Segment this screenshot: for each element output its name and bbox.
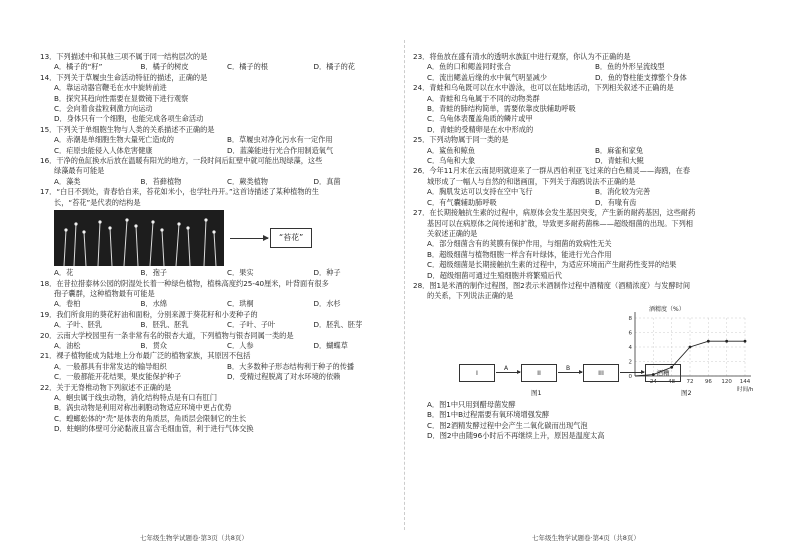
x-tick-label: 120 [721,378,732,385]
option-c[interactable]: C．疟原虫能侵入人体危害健康 [54,145,153,155]
data-point [707,340,710,343]
question-stem: 28．图1是米酒的制作过程图，图2表示米酒制作过程中酒精度（酒精浓度）与发酵时间 [413,280,691,290]
option-a[interactable]: A．部分细菌含有的荚膜有保护作用，与细菌的致病性无关 [427,239,612,249]
option-c[interactable]: C．子叶、子叶 [227,320,276,330]
option-d[interactable]: D．受精过程脱离了对水环境的依赖 [227,372,341,382]
y-tick-label: 4 [628,344,632,351]
question-stem: 24．青蛙和乌龟既可以在水中游泳，也可以在陆地活动，下列相关叙述不正确的是 [413,83,674,93]
data-point [725,340,728,343]
question-stem: 27．在长期接触抗生素的过程中，病原体会发生基因突变，产生新的耐药基因，这些耐药 [413,208,696,218]
option-b[interactable]: B．消化较为完善 [595,187,651,197]
footer-page-4: 七年级生物学试题卷·第4页（共8页） [532,534,640,542]
option-c[interactable]: C．乌龟体表覆盖角质的鳞片或甲 [427,114,533,124]
option-a[interactable]: A．橘子的“籽” [54,62,103,72]
question-17 [40,187,400,278]
option-b[interactable]: B．草履虫对净化污水有一定作用 [227,135,333,145]
y-tick-label: 0 [628,373,632,380]
option-c[interactable]: C．乌龟和大象 [427,156,476,166]
process-step-2: II [521,364,557,382]
question-stem: 19．我们所食用的葵花籽油和面粉，分别来源于葵花籽和小麦种子的 [40,309,258,319]
option-d[interactable]: D．鱼的脊柱能支撑整个身体 [595,72,687,82]
figures [413,304,763,400]
question-14 [40,73,400,125]
photo-label: “苔花” [270,228,312,248]
option-d[interactable]: D．蛀蛔的体壁可分泌黏液且富含毛细血管，利于进行气体交换 [54,424,254,434]
x-axis-label: 时间/h [737,386,754,393]
arrow-label: A [504,365,509,373]
option-d[interactable]: D．青蛙的受精卵是在水中形成的 [427,124,534,134]
question-stem: 16．干净的鱼缸换水后放在温暖有阳光的地方，一段时间后缸壁中就可能出现绿藻，这些 [40,156,323,166]
option-c[interactable]: C．橘子的根 [227,62,268,72]
option-d[interactable]: D．蝴蝶草 [313,340,348,350]
option-d[interactable]: D．图2中由随96小时后不再继续上升，原因是温度太高 [427,430,605,440]
option-c[interactable]: C．果实 [227,268,254,278]
moss-photo-row [54,210,400,266]
question-stem: 20．云南大学校园里有一条非常有名的银杏大道，下列植物与银杏同属一类的是 [40,330,294,340]
data-point [689,345,692,348]
process-arrow [496,365,520,373]
option-d[interactable]: D．身体只有一个细胞，也能完成各项生命活动 [54,114,204,124]
option-a[interactable]: A．青蛙和乌龟属于不同的动物类群 [427,93,540,103]
option-b[interactable]: B．橘子的树皮 [140,62,189,72]
option-d[interactable]: D．真菌 [313,176,341,186]
question-27 [413,208,763,281]
option-d[interactable]: D．橘子的花 [313,62,355,72]
option-d[interactable]: D．水杉 [313,299,341,309]
option-c[interactable]: C．会向着食盐粒刺激方向运动 [54,104,153,114]
question-stem: 13．下列描述中和其他三项不属于同一结构层次的是 [40,52,208,61]
option-b[interactable]: B．贯众 [140,340,167,350]
question-stem: 17．“白日不到处，青春恰自来，苔花如米小，也学牡丹开。”这首诗描述了某种植物的生 [40,187,319,197]
question-18 [40,279,400,310]
y-tick-label: 6 [628,330,632,337]
process-step-4: 酒糟 [645,364,681,382]
process-arrow [558,365,582,373]
option-b[interactable]: B．麻雀和家兔 [595,145,644,155]
question-25 [413,135,763,166]
question-stem: 14．下列关于草履虫生命活动特征的描述，正确的是 [40,72,208,82]
question-stem: 18．在昔拉措泰林公园的阴湿处长着一种绿色植物，植株高度约25-40厘米，叶背面有很多 [40,278,329,288]
question-23 [413,52,763,83]
option-c[interactable]: C．蝗螂蚣体的“壳”是体表的角质层，角质层会限制它的生长 [54,413,247,423]
process-step-3: III [583,364,619,382]
question-19 [40,310,400,331]
option-c[interactable]: C．蕨类植物 [227,176,268,186]
option-b[interactable]: B．胚乳、胚乳 [140,320,189,330]
option-d[interactable]: D．蓝藻能进行光合作用制造氧气 [227,145,334,155]
option-b[interactable]: B．水绵 [140,299,167,309]
option-b[interactable]: B．超级细菌与植物细胞一样含有叶绿体，能进行光合作用 [427,249,612,259]
option-a[interactable]: A．图1中只用到醋母菌发酵 [427,399,516,409]
option-a[interactable]: A．藻类 [54,176,81,186]
option-c[interactable]: C．图2酒精发酵过程中会产生二氧化碳而出现气泡 [427,420,588,430]
pointer-arrow [230,238,268,239]
option-d[interactable]: D．有喙有齿 [595,197,637,207]
option-b[interactable]: B．鱼的外形呈流线型 [595,62,665,72]
option-c[interactable]: C．珙桐 [227,299,254,309]
option-a[interactable]: A．一般都具有非常发达的输导组织 [54,361,167,371]
option-c[interactable]: C．流出鳃盖后缘的水中氧气明显减少 [427,72,548,82]
data-point [652,373,655,376]
question-stem-cont: 孢子囊群，这种植物最有可能是 [54,288,155,298]
question-24 [413,83,763,135]
x-tick-label: 72 [686,378,694,385]
option-c[interactable]: C．超级细菌是长期接触抗生素的过程中，为适应环境而产生耐药性变异的结果 [427,260,677,270]
option-a[interactable]: A．卷柏 [54,299,81,309]
question-stem: 22．关于无脊椎动物下列叙述不正确的是 [40,382,172,392]
option-a[interactable]: A．蛔虫属于线虫动物，消化结构特点是有口有肛门 [54,392,218,402]
option-c[interactable]: C．人参 [227,340,254,350]
option-a[interactable]: A．油松 [54,340,81,350]
option-b[interactable]: B．苔藓植物 [140,176,182,186]
left-column [40,52,400,435]
option-a[interactable]: A．花 [54,268,74,278]
option-a[interactable]: A．胸肌发达可以支持在空中飞行 [427,187,533,197]
option-a[interactable]: A．鲨鱼和鲸鱼 [427,145,476,155]
data-point [744,340,747,343]
process-step-1: I [459,364,495,382]
option-c[interactable]: C．一般都能开花结果，果皮能保护种子 [54,372,182,382]
question-21 [40,351,400,382]
x-tick-label: 24 [649,378,657,385]
option-c[interactable]: C．有气囊辅助肺呼吸 [427,197,497,207]
question-16 [40,156,400,187]
figure-1-caption: 图1 [531,388,542,397]
arrow-label: B [566,365,571,373]
figure-2-caption: 图2 [681,388,692,397]
data-point [670,366,673,369]
option-a[interactable]: A．鱼的口和鳃盖同时张合 [427,62,511,72]
option-b[interactable]: B．探究其趋向性需要在显微镜下进行观察 [54,93,189,103]
option-d[interactable]: D．超级细菌可通过生殖细胞并将繁殖后代 [427,270,562,280]
x-tick-label: 96 [704,378,712,385]
question-stem-cont: 基因可以在病原体之间传递和扩散，导致更多耐药菌株——超级细菌的出现。下列相 [427,218,693,228]
question-stem: 23．将鱼放在盛有清水的透明水族缸中进行观察，你认为不正确的是 [413,52,631,61]
question-stem: 26．今年11月末在云南昆明就迎来了一群从西伯利亚飞过来的白色精灵——海鸥，在春 [413,166,691,176]
option-d[interactable]: D．种子 [313,268,341,278]
option-b[interactable]: B．图1中B过程需要有氧环境增强发酵 [427,410,550,420]
question-stem-cont: 关叙述正确的是 [427,228,478,238]
option-b[interactable]: B．涡虫动物是利用对称出刺胞动物适应环境中更占优势 [54,403,232,413]
option-b[interactable]: B．大多数种子形态结构利于种子的传播 [227,361,355,371]
y-tick-label: 2 [628,359,632,366]
chart-title: 酒精度（%） [649,305,685,313]
question-15 [40,125,400,156]
option-a[interactable]: A．赤潮是单细胞生物大量死亡造成的 [54,135,174,145]
option-b[interactable]: B．孢子 [140,268,167,278]
x-tick-label: 144 [739,378,751,385]
question-20 [40,331,400,352]
question-22 [40,383,400,435]
y-tick-label: 8 [628,315,632,322]
moss-photo [54,210,224,266]
question-stem-cont: 的关系，下列说法正确的是 [427,291,514,301]
footer-page-3: 七年级生物学试题卷·第3页（共8页） [140,534,248,542]
question-stem: 25．下列动物属于同一类的是 [413,135,509,145]
option-b[interactable]: B．青蛙的肺结构简单，需要依靠皮肤辅助呼吸 [427,104,576,114]
x-tick-label: 48 [668,378,676,385]
question-26 [413,166,763,208]
option-a[interactable]: A．靠运动器官鞭毛在水中旋转前进 [54,83,167,93]
alcohol-chart [613,304,763,396]
question-stem-cont: 绿藻最有可能是 [54,166,105,176]
question-stem-cont: 长，“苔花”是代表的结构是 [54,197,141,207]
option-d[interactable]: D．青蛙和大鲵 [595,156,644,166]
question-stem-cont: 城形成了一幅人与自然的和谐画面，下列关于海鸥说法不正确的是 [427,176,636,186]
question-stem: 21．裸子植物能成为陆地上分布最广泛的植物家族，其原因不包括 [40,351,251,361]
question-28 [413,281,763,441]
question-13 [40,52,400,73]
right-column [413,52,763,441]
column-divider [404,40,406,530]
option-a[interactable]: A．子叶、胚乳 [54,320,103,330]
option-d[interactable]: D．胚乳、胚芽 [313,320,363,330]
question-stem: 15．下列关于单细胞生物与人类的关系描述不正确的是 [40,124,215,134]
